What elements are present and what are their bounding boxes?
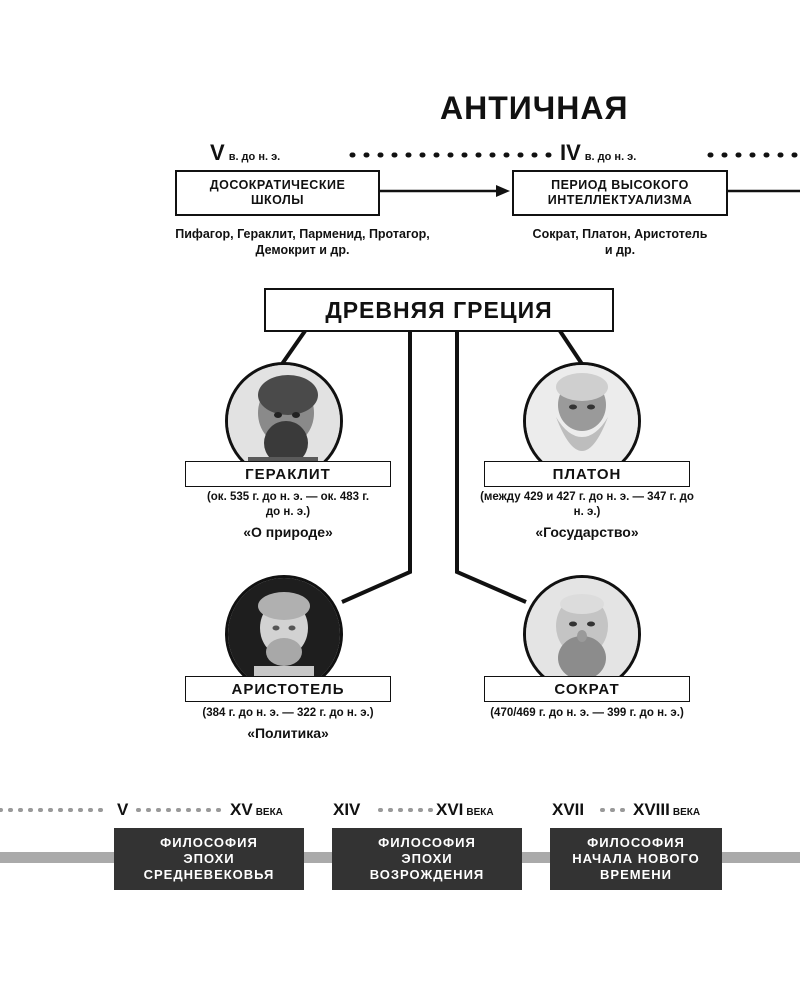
- era-roman: V: [210, 140, 225, 165]
- box-label: ФИЛОСОФИЯ ЭПОХИ ВОЗРОЖДЕНИЯ: [369, 835, 485, 882]
- page-title: АНТИЧНАЯ: [440, 90, 629, 126]
- period3-from: XVII: [552, 800, 585, 819]
- heraclitus-name-box: [185, 461, 391, 487]
- philosopher-name: СОКРАТ: [554, 680, 620, 698]
- high-intellectualism-box: [512, 170, 728, 216]
- presocratic-schools-box: [175, 170, 380, 216]
- heraclitus-work: «О природе»: [243, 524, 333, 540]
- era-suffix: ВЕКА: [672, 807, 701, 818]
- era-label-5bc: [210, 140, 280, 166]
- period2-from: XIV: [333, 800, 361, 819]
- aristotle-dates: (384 г. до н. э. — 322 г. до н. э.): [202, 707, 374, 719]
- period3-to: [633, 800, 700, 820]
- branch-plato: [560, 331, 582, 364]
- era-suffix: ВЕКА: [466, 807, 494, 818]
- aristotle-name-box: [185, 676, 391, 702]
- high-intellectualism-members: Сократ, Платон, Аристотель и др.: [532, 227, 708, 257]
- era-label-4bc: [560, 140, 636, 166]
- era-suffix: в. до н. э.: [228, 151, 281, 163]
- plato-dates: (между 429 и 427 г. до н. э. — 347 г. до н. э.): [480, 491, 694, 518]
- era-roman: IV: [560, 140, 581, 165]
- era-roman: XVIII: [633, 800, 670, 819]
- box-label: ПЕРИОД ВЫСОКОГО ИНТЕЛЛЕКТУАЛИЗМА: [547, 178, 693, 207]
- branch-heraclitus: [282, 331, 305, 364]
- era-roman: XV: [230, 800, 253, 819]
- plato-work: «Государство»: [535, 524, 639, 540]
- philosopher-name: ГЕРАКЛИТ: [245, 465, 331, 483]
- era-suffix: ВЕКА: [255, 807, 283, 818]
- medieval-philosophy-box: [114, 828, 304, 890]
- box-label: ФИЛОСОФИЯ ЭПОХИ СРЕДНЕВЕКОВЬЯ: [143, 835, 275, 882]
- modern-philosophy-box: [550, 828, 722, 890]
- arrow-head-icon: [496, 185, 510, 197]
- era-suffix: в. до н. э.: [584, 151, 637, 163]
- era-roman: XVI: [436, 800, 464, 819]
- box-label: ДОСОКРАТИЧЕСКИЕ ШКОЛЫ: [209, 178, 346, 207]
- ancient-greece-box: [264, 288, 614, 332]
- period2-to: [436, 800, 494, 820]
- box-label: ДРЕВНЯЯ ГРЕЦИЯ: [325, 296, 553, 323]
- philosopher-name: ПЛАТОН: [552, 465, 622, 483]
- socrates-dates: (470/469 г. до н. э. — 399 г. до н. э.): [490, 707, 684, 719]
- period1-from: V: [117, 800, 129, 819]
- heraclitus-dates: (ок. 535 г. до н. э. — ок. 483 г. до н. э.): [206, 491, 370, 518]
- aristotle-work: «Политика»: [247, 725, 329, 741]
- philosopher-name: АРИСТОТЕЛЬ: [231, 680, 345, 698]
- plato-name-box: [484, 461, 690, 487]
- socrates-name-box: [484, 676, 690, 702]
- presocratic-members: Пифагор, Гераклит, Парменид, Протагор, Демокрит и др.: [175, 227, 430, 257]
- box-label: ФИЛОСОФИЯ НАЧАЛА НОВОГО ВРЕМЕНИ: [572, 835, 700, 882]
- renaissance-philosophy-box: [332, 828, 522, 890]
- period1-to: [230, 800, 283, 820]
